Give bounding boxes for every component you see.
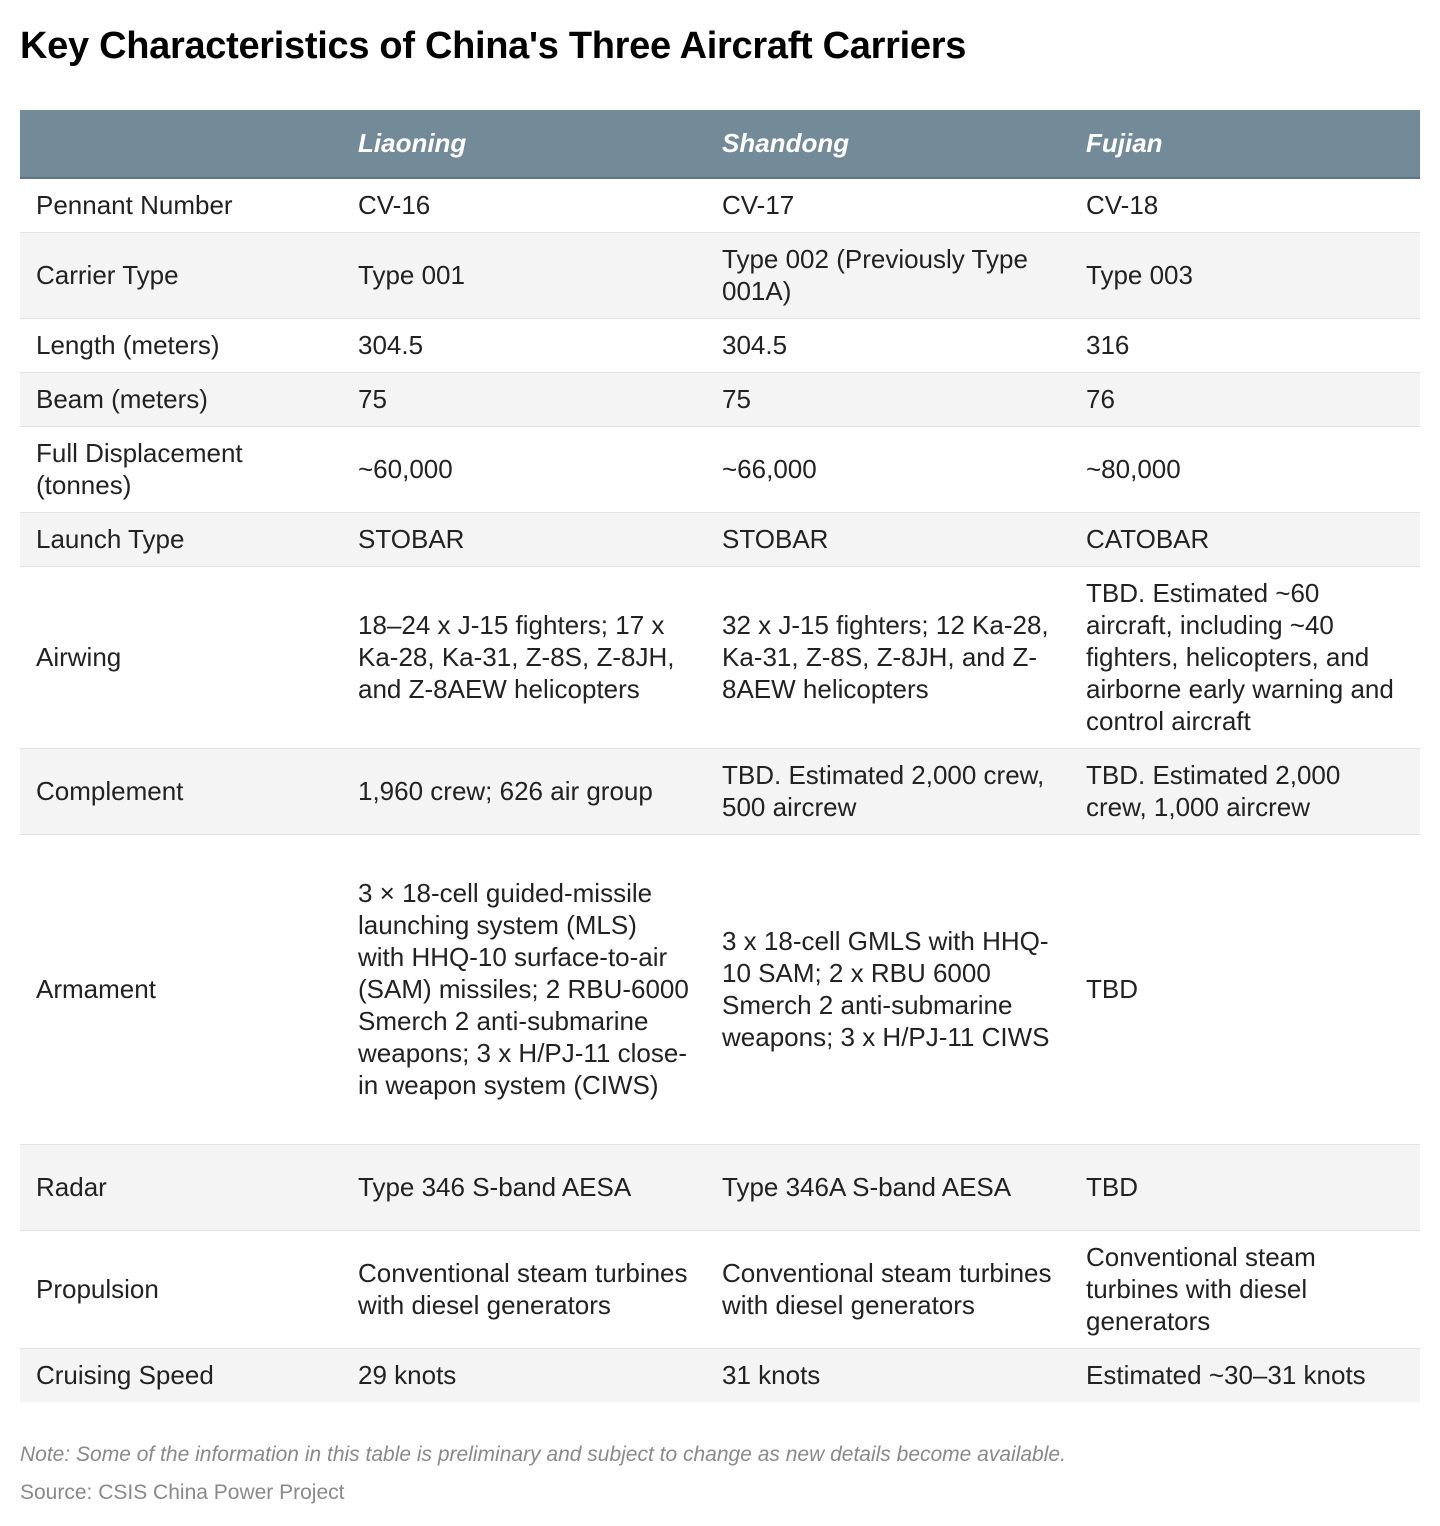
table-cell: Conventional steam turbines with diesel generators — [342, 1230, 706, 1348]
table-cell: ~66,000 — [706, 426, 1070, 512]
table-row — [20, 1230, 1420, 1348]
row-label: Propulsion — [20, 1230, 342, 1348]
row-label: Full Displacement (tonnes) — [20, 426, 342, 512]
table-cell: CV-18 — [1070, 178, 1420, 232]
table-cell: CATOBAR — [1070, 512, 1420, 566]
row-label: Complement — [20, 748, 342, 834]
table-row — [20, 318, 1420, 372]
table-cell: 18–24 x J-15 fighters; 17 x Ka-28, Ka-31, Z-8S, Z-8JH, and Z-8AEW helicopters — [342, 566, 706, 748]
table-cell: 1,960 crew; 626 air group — [342, 748, 706, 834]
table-cell: 75 — [706, 372, 1070, 426]
table-cell: TBD. Estimated 2,000 crew, 1,000 aircrew — [1070, 748, 1420, 834]
table-cell: Type 346A S-band AESA — [706, 1144, 1070, 1230]
table-header-row — [20, 110, 1420, 178]
column-header-liaoning: Liaoning — [342, 110, 706, 178]
table-row — [20, 232, 1420, 318]
column-header-shandong: Shandong — [706, 110, 1070, 178]
table-cell: 304.5 — [342, 318, 706, 372]
table-cell: CV-16 — [342, 178, 706, 232]
table-cell: Type 003 — [1070, 232, 1420, 318]
table-cell: Type 001 — [342, 232, 706, 318]
table-cell: STOBAR — [706, 512, 1070, 566]
table-cell: STOBAR — [342, 512, 706, 566]
table-row — [20, 1144, 1420, 1230]
table-cell: TBD. Estimated ~60 aircraft, including ~40 fighters, helicopters, and airborne early warning and control aircraft — [1070, 566, 1420, 748]
page-title: Key Characteristics of China's Three Aircraft Carriers — [20, 25, 967, 67]
table-cell: 29 knots — [342, 1348, 706, 1402]
table-cell: Type 002 (Previously Type 001A) — [706, 232, 1070, 318]
row-label: Radar — [20, 1144, 342, 1230]
column-header-fujian: Fujian — [1070, 110, 1420, 178]
row-label: Armament — [20, 834, 342, 1144]
row-label: Launch Type — [20, 512, 342, 566]
table-cell: Conventional steam turbines with diesel generators — [706, 1230, 1070, 1348]
table-row — [20, 834, 1420, 1144]
row-label: Airwing — [20, 566, 342, 748]
table-cell: 75 — [342, 372, 706, 426]
table-row — [20, 512, 1420, 566]
column-header-blank — [20, 110, 342, 178]
footnote: Note: Some of the information in this table is preliminary and subject to change as new details become available. — [20, 1443, 1066, 1466]
table-cell: ~60,000 — [342, 426, 706, 512]
table-cell: TBD — [1070, 834, 1420, 1144]
table-cell: CV-17 — [706, 178, 1070, 232]
table-cell: 76 — [1070, 372, 1420, 426]
row-label: Length (meters) — [20, 318, 342, 372]
table-cell: Estimated ~30–31 knots — [1070, 1348, 1420, 1402]
row-label: Beam (meters) — [20, 372, 342, 426]
table-row — [20, 372, 1420, 426]
table-cell: 316 — [1070, 318, 1420, 372]
table-cell: TBD. Estimated 2,000 crew, 500 aircrew — [706, 748, 1070, 834]
source-credit: Source: CSIS China Power Project — [20, 1481, 345, 1504]
row-label: Carrier Type — [20, 232, 342, 318]
table-cell: 32 x J-15 fighters; 12 Ka-28, Ka-31, Z-8S, Z-8JH, and Z-8AEW helicopters — [706, 566, 1070, 748]
table-row — [20, 426, 1420, 512]
table-row — [20, 566, 1420, 748]
row-label: Cruising Speed — [20, 1348, 342, 1402]
table-cell: 3 × 18-cell guided-missile launching system (MLS) with HHQ-10 surface-to-air (SAM) missiles; 2 RBU-6000 Smerch 2 anti-submarine weapons; 3 x H/PJ-11 close-in weapon system (CIWS) — [342, 834, 706, 1144]
table-cell: Type 346 S-band AESA — [342, 1144, 706, 1230]
table-cell: Conventional steam turbines with diesel generators — [1070, 1230, 1420, 1348]
table-cell: TBD — [1070, 1144, 1420, 1230]
table-cell: ~80,000 — [1070, 426, 1420, 512]
table-cell: 304.5 — [706, 318, 1070, 372]
row-label: Pennant Number — [20, 178, 342, 232]
table-cell: 31 knots — [706, 1348, 1070, 1402]
table-row — [20, 178, 1420, 232]
carrier-comparison-table — [20, 110, 1420, 1402]
table-cell: 3 x 18-cell GMLS with HHQ-10 SAM; 2 x RBU 6000 Smerch 2 anti-submarine weapons; 3 x H/PJ-11 CIWS — [706, 834, 1070, 1144]
table-row — [20, 748, 1420, 834]
table-row — [20, 1348, 1420, 1402]
